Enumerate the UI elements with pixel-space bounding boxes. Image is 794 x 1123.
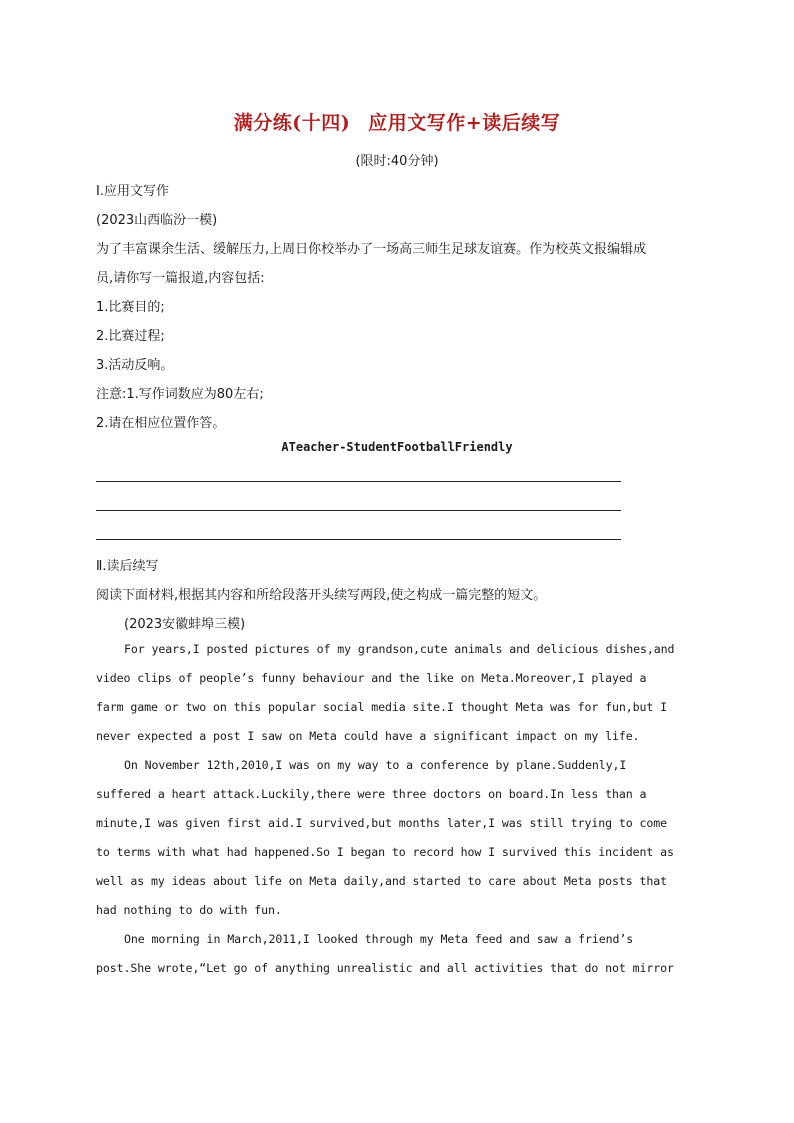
page-title bbox=[0, 108, 794, 135]
section2-instruction: 阅读下面材料,根据其内容和所给段落开头续写两段,使之构成一篇完整的短文。 bbox=[96, 588, 547, 603]
section1-point-1: 1.比赛目的; bbox=[96, 300, 165, 315]
passage-line-1: For years,I posted pictures of my grandson,cute animals and delicious dishes,and bbox=[124, 642, 675, 656]
section1-note-1: 注意:1.写作词数应为80左右; bbox=[96, 387, 264, 402]
passage-line-2: video clips of people’s funny behaviour and the like on Meta.Moreover,I played a bbox=[96, 671, 647, 685]
section1-point-2: 2.比赛过程; bbox=[96, 329, 165, 344]
passage-line-5: On November 12th,2010,I was on my way to a conference by plane.Suddenly,I bbox=[124, 758, 627, 772]
section1-heading: Ⅰ.应用文写作 bbox=[96, 184, 169, 199]
section1-note-2: 2.请在相应位置作答。 bbox=[96, 416, 226, 431]
section1-prompt-line-2: 员,请你写一篇报道,内容包括: bbox=[96, 271, 265, 286]
passage-line-9: well as my ideas about life on Meta daily,and started to care about Meta posts that bbox=[96, 874, 668, 888]
title-part-1: 满分练(十四) bbox=[233, 112, 351, 134]
time-limit: (限时:40分钟) bbox=[355, 154, 439, 169]
passage-line-6: suffered a heart attack.Luckily,there were three doctors on board.In less than a bbox=[96, 787, 647, 801]
passage-line-4: never expected a post I saw on Meta could have a significant impact on my life. bbox=[96, 729, 640, 743]
passage-line-7: minute,I was given first aid.I survived,but months later,I was still trying to come bbox=[96, 816, 668, 830]
section1-source: (2023山西临汾一模) bbox=[96, 213, 218, 228]
passage-line-8: to terms with what had happened.So I began to record how I survived this incident as bbox=[96, 845, 674, 859]
passage-line-11: One morning in March,2011,I looked through my Meta feed and saw a friend’s bbox=[124, 932, 634, 946]
title-part-2: 应用文写作+读后续写 bbox=[368, 112, 561, 134]
passage-line-12: post.She wrote,“Let go of anything unrealistic and all activities that do not mirror bbox=[96, 961, 674, 975]
answer-line-2 bbox=[96, 510, 621, 511]
answer-line-3 bbox=[96, 539, 621, 540]
essay-title: ATeacher-StudentFootballFriendly bbox=[281, 440, 513, 454]
section2-heading: Ⅱ.读后续写 bbox=[96, 559, 159, 574]
passage-line-10: had nothing to do with fun. bbox=[96, 903, 282, 917]
passage-line-3: farm game or two on this popular social media site.I thought Meta was for fun,but I bbox=[96, 700, 668, 714]
section1-point-3: 3.活动反响。 bbox=[96, 358, 174, 373]
answer-line-1 bbox=[96, 481, 621, 482]
section1-prompt-line-1: 为了丰富课余生活、缓解压力,上周日你校举办了一场高三师生足球友谊赛。作为校英文报编辑成 bbox=[96, 242, 647, 257]
section2-source: (2023安徽蚌埠三模) bbox=[124, 617, 246, 632]
